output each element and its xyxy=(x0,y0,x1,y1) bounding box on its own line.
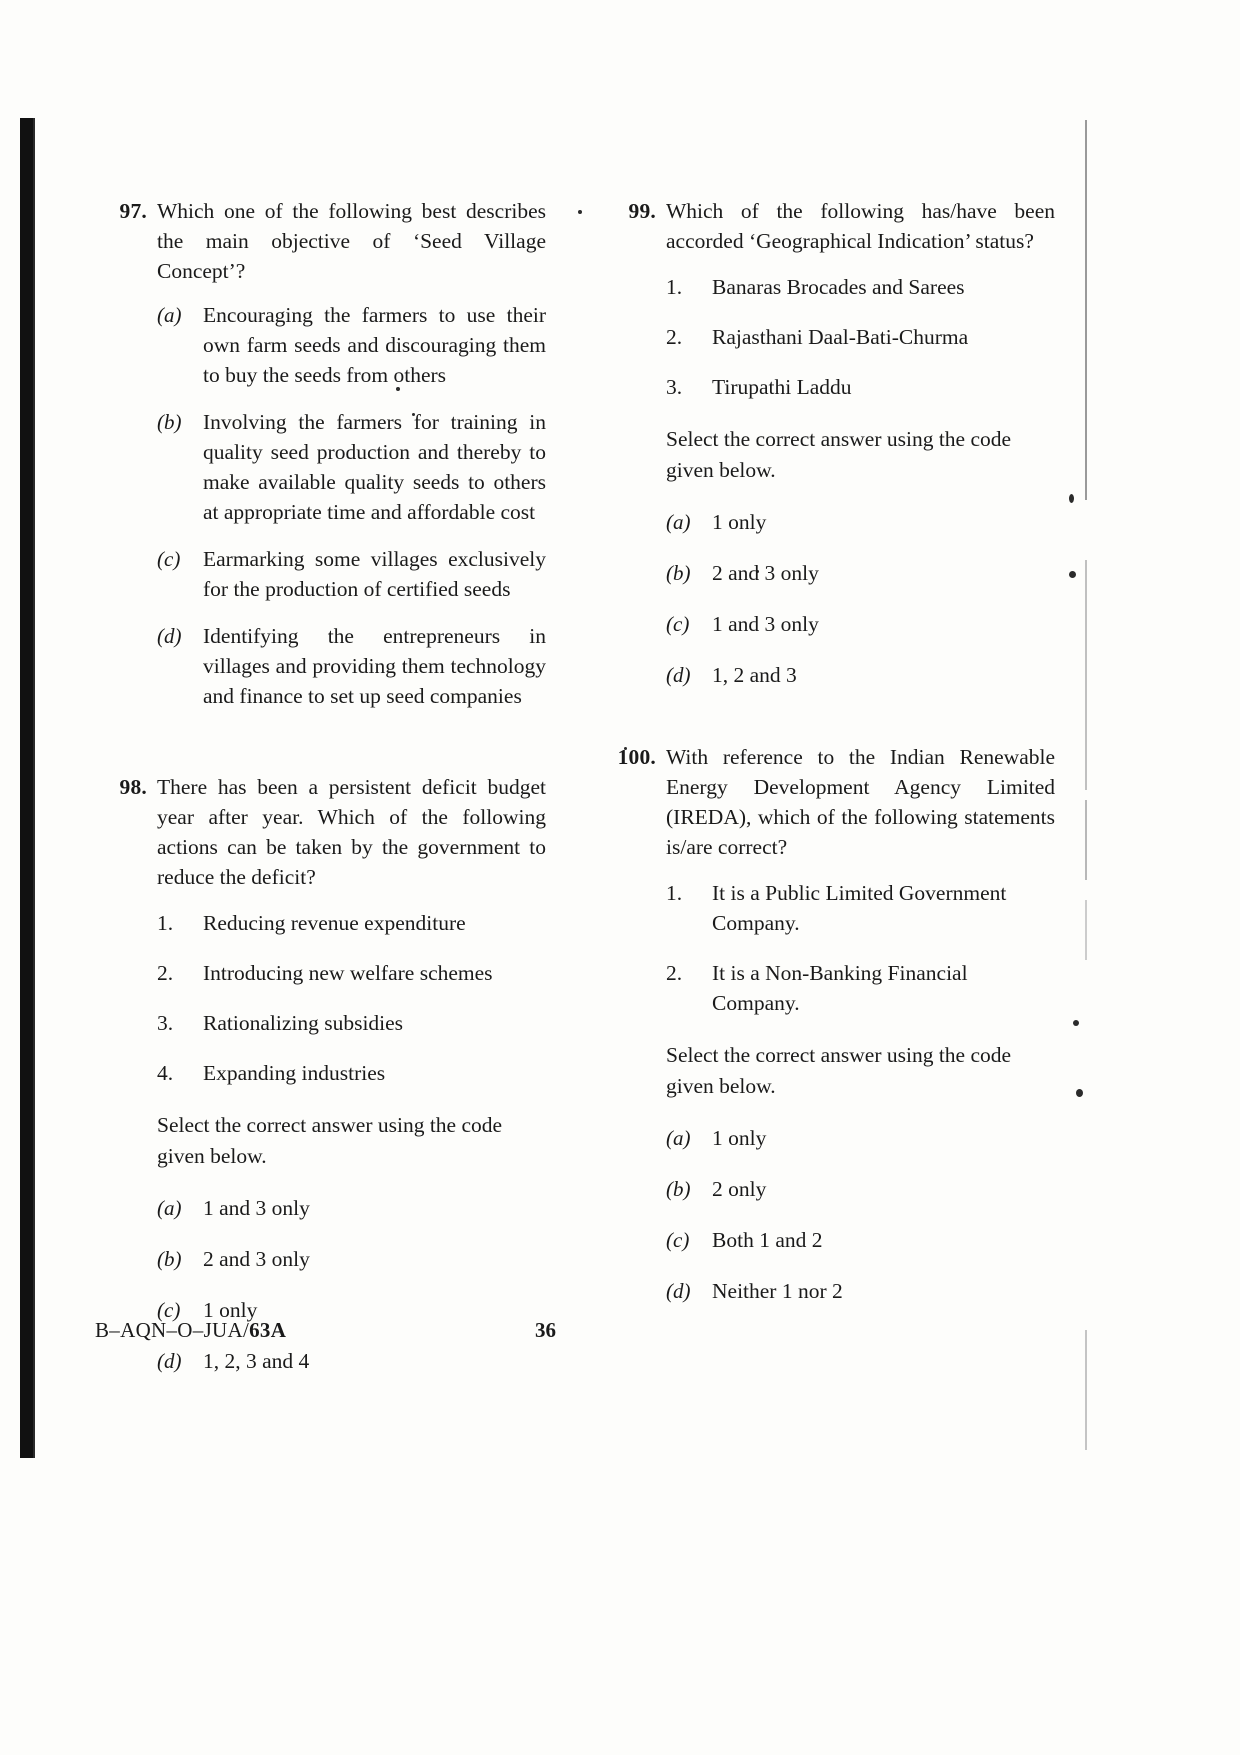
option-tag: (a) xyxy=(157,303,182,327)
right-margin-rule-mid xyxy=(1085,800,1087,880)
answer-row[interactable] xyxy=(157,1347,546,1376)
option-row[interactable] xyxy=(157,544,546,604)
statement-number: 1. xyxy=(666,275,683,299)
question-99-header xyxy=(604,196,1055,256)
question-spacer xyxy=(604,712,1055,742)
question-98-select-note: Select the correct answer using the code given below. xyxy=(157,1113,503,1168)
right-margin-rule-lower-mid xyxy=(1085,900,1087,960)
statement-text: Rationalizing subsidies xyxy=(203,1011,404,1035)
answer-text: 1 only xyxy=(712,1126,767,1150)
statement-text: Introducing new welfare schemes xyxy=(203,961,493,985)
option-row[interactable] xyxy=(157,407,546,527)
question-97-header xyxy=(95,196,546,286)
option-text: Identifying the entrepreneurs in villages and providing them technology and finance to set up seed companies xyxy=(203,624,546,708)
booklet-code-prefix: B–AQN–O–JUA/ xyxy=(95,1318,250,1342)
answer-row[interactable] xyxy=(666,661,1055,690)
option-row[interactable] xyxy=(157,621,546,711)
scan-speck xyxy=(1069,571,1076,578)
question-100-number: 100. xyxy=(617,745,656,769)
statement-number: 3. xyxy=(157,1011,174,1035)
question-99-select-note: Select the correct answer using the code given below. xyxy=(666,427,1012,482)
answer-row[interactable] xyxy=(666,508,1055,537)
page-footer xyxy=(95,1318,1055,1343)
right-margin-rule-upper-mid xyxy=(1085,560,1087,790)
left-column xyxy=(95,196,546,1398)
statement-text: Rajasthani Daal-Bati-Churma xyxy=(712,325,969,349)
statement-text: It is a Public Limited Government Company. xyxy=(712,881,1007,935)
statement-number: 1. xyxy=(157,911,174,935)
booklet-code-suffix: 63A xyxy=(249,1318,287,1342)
answer-text: Neither 1 nor 2 xyxy=(712,1279,843,1303)
answer-text: 1, 2 and 3 xyxy=(712,663,797,687)
question-100-select-note: Select the correct answer using the code given below. xyxy=(666,1043,1012,1098)
answer-tag: (a) xyxy=(157,1196,182,1220)
option-tag: (d) xyxy=(157,624,182,648)
question-99-stem: Which of the following has/have been accorded ‘Geographical Indication’ status? xyxy=(666,199,1055,253)
statement-row xyxy=(157,908,546,938)
answer-text: 2 and 3 only xyxy=(712,561,819,585)
option-text: Encouraging the farmers to use their own farm seeds and discouraging them to buy the seeds from others xyxy=(203,303,546,387)
answer-row[interactable] xyxy=(666,1124,1055,1153)
question-99-statements xyxy=(604,272,1055,402)
answer-row[interactable] xyxy=(666,610,1055,639)
answer-row[interactable] xyxy=(666,559,1055,588)
answer-row[interactable] xyxy=(666,1277,1055,1306)
question-100-answers xyxy=(604,1124,1055,1306)
option-text: Involving the farmers for training in quality seed production and thereby to make available quality seeds to others at appropriate time and affordable cost xyxy=(203,410,546,524)
statement-text: Banaras Brocades and Sarees xyxy=(712,275,965,299)
statement-row xyxy=(157,1008,546,1038)
question-100-header xyxy=(604,742,1055,862)
question-98 xyxy=(95,772,546,1376)
answer-row[interactable] xyxy=(157,1194,546,1223)
statement-row xyxy=(666,272,1055,302)
question-97-number: 97. xyxy=(119,199,147,223)
question-98-header xyxy=(95,772,546,892)
statement-text: Expanding industries xyxy=(203,1061,386,1085)
answer-tag: (c) xyxy=(666,612,690,636)
two-column-layout xyxy=(95,196,1055,1398)
question-99-number: 99. xyxy=(628,199,656,223)
option-tag: (c) xyxy=(157,547,181,571)
statement-row xyxy=(666,958,1055,1018)
booklet-code xyxy=(95,1318,286,1343)
statement-row xyxy=(157,1058,546,1088)
statement-number: 4. xyxy=(157,1061,174,1085)
answer-text: 2 only xyxy=(712,1177,767,1201)
statement-number: 1. xyxy=(666,881,683,905)
answer-text: 1 only xyxy=(712,510,767,534)
question-97-stem: Which one of the following best describes the main objective of ‘Seed Village Concept’? xyxy=(157,199,546,283)
statement-row xyxy=(666,878,1055,938)
option-row[interactable] xyxy=(157,300,546,390)
statement-number: 2. xyxy=(666,961,683,985)
answer-tag: (d) xyxy=(666,1279,691,1303)
answer-text: 2 and 3 only xyxy=(203,1247,310,1271)
answer-row[interactable] xyxy=(666,1175,1055,1204)
answer-tag: (a) xyxy=(666,1126,691,1150)
page-number: 36 xyxy=(535,1318,556,1342)
answer-row[interactable] xyxy=(666,1226,1055,1255)
answer-tag: (b) xyxy=(666,1177,691,1201)
scan-speck xyxy=(1073,1020,1079,1026)
question-100-stem: With reference to the Indian Renewable Energy Development Agency Limited (IREDA), which of the following statements is/are correct? xyxy=(666,745,1055,859)
statement-row xyxy=(666,372,1055,402)
question-97 xyxy=(95,196,546,711)
answer-tag: (b) xyxy=(666,561,691,585)
question-97-options xyxy=(95,300,546,711)
question-99 xyxy=(604,196,1055,690)
answer-text: Both 1 and 2 xyxy=(712,1228,823,1252)
scan-speck xyxy=(1069,494,1074,503)
question-98-stem: There has been a persistent deficit budget year after year. Which of the following actions can be taken by the government to reduce the deficit? xyxy=(157,775,546,889)
answer-text: 1 and 3 only xyxy=(712,612,819,636)
statement-text: Tirupathi Laddu xyxy=(712,375,852,399)
statement-number: 3. xyxy=(666,375,683,399)
option-text: Earmarking some villages exclusively for the production of certified seeds xyxy=(203,547,546,601)
answer-tag: (c) xyxy=(666,1228,690,1252)
answer-tag: (b) xyxy=(157,1247,182,1271)
page-edge-shadow xyxy=(20,118,34,1458)
statement-text: It is a Non-Banking Financial Company. xyxy=(712,961,968,1015)
question-98-answers xyxy=(95,1194,546,1376)
answer-text: 1, 2, 3 and 4 xyxy=(203,1349,310,1373)
statement-number: 2. xyxy=(157,961,174,985)
question-100 xyxy=(604,742,1055,1306)
statement-row xyxy=(157,958,546,988)
question-98-number: 98. xyxy=(119,775,147,799)
statement-text: Reducing revenue expenditure xyxy=(203,911,466,935)
question-100-statements xyxy=(604,878,1055,1018)
right-column xyxy=(604,196,1055,1398)
answer-text: 1 and 3 only xyxy=(203,1196,310,1220)
answer-row[interactable] xyxy=(157,1245,546,1274)
answer-tag: (d) xyxy=(666,663,691,687)
question-spacer xyxy=(95,728,546,772)
statement-number: 2. xyxy=(666,325,683,349)
scan-speck xyxy=(1076,1089,1083,1097)
right-margin-rule-bottom xyxy=(1085,1330,1087,1450)
answer-tag: (c) xyxy=(157,1298,181,1322)
answer-text: 1 only xyxy=(203,1298,258,1322)
option-tag: (b) xyxy=(157,410,182,434)
right-margin-rule-top xyxy=(1085,120,1087,500)
answer-tag: (d) xyxy=(157,1349,182,1373)
answer-tag: (a) xyxy=(666,510,691,534)
page-edge-rule xyxy=(33,118,35,1458)
question-99-answers xyxy=(604,508,1055,690)
question-98-statements xyxy=(95,908,546,1088)
statement-row xyxy=(666,322,1055,352)
